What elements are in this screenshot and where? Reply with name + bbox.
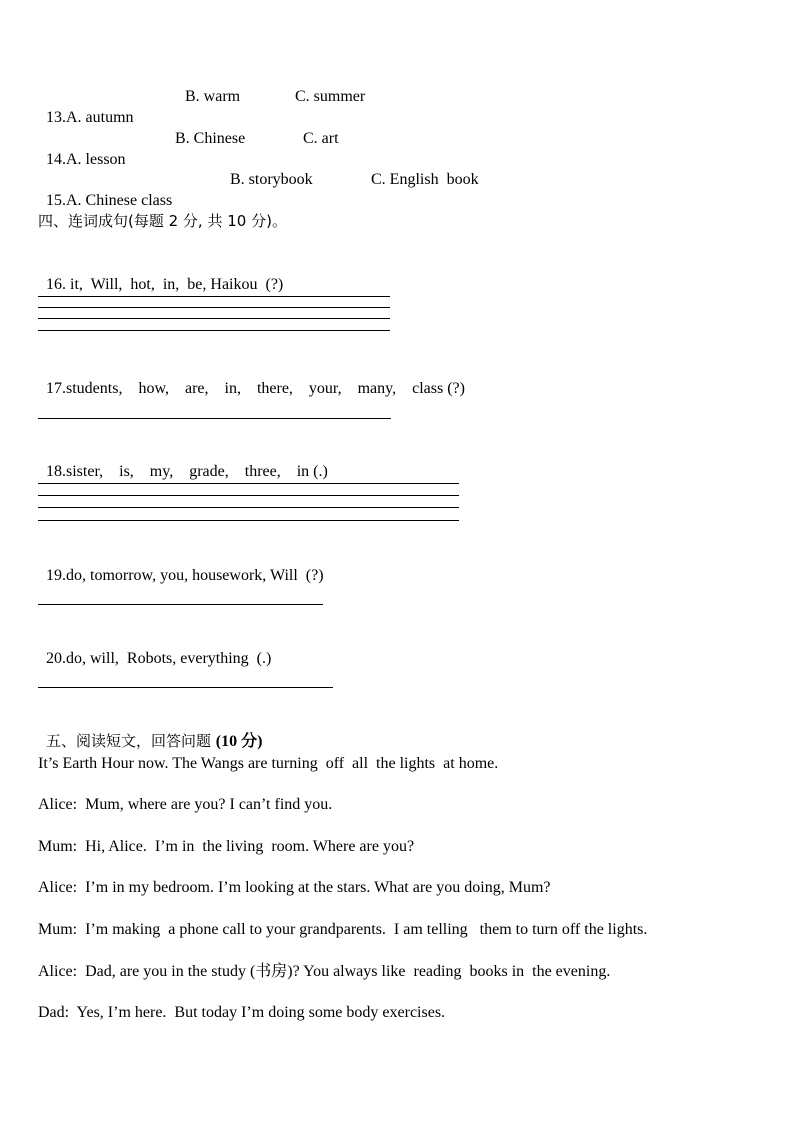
answer-line: [38, 483, 459, 484]
question-15: [38, 171, 172, 211]
question-14: [38, 130, 126, 170]
option-a: A. autumn: [66, 109, 134, 126]
question-text: it, Will, hot, in, be, Haikou (?): [66, 276, 284, 293]
question-text: students, how, are, in, there, your, many, class (?): [66, 380, 465, 397]
question-number: 19.: [46, 567, 66, 584]
passage-line: Alice: Dad, are you in the study (书房)? You always like reading books in the evening.: [38, 963, 611, 980]
question-number: 14.: [46, 151, 66, 168]
passage-line: Mum: I’m making a phone call to your grandparents. I am telling them to turn off the lights.: [38, 921, 648, 938]
answer-line: [38, 507, 459, 508]
question-16: [38, 255, 283, 295]
passage-line: Alice: I’m in my bedroom. I’m looking at the stars. What are you doing, Mum?: [38, 879, 551, 896]
question-text: do, tomorrow, you, housework, Will (?): [66, 567, 324, 584]
passage-line: Dad: Yes, I’m here. But today I’m doing some body exercises.: [38, 1004, 446, 1021]
question-number: 17.: [46, 380, 66, 397]
answer-line: [38, 604, 323, 605]
option-c: C. summer: [295, 88, 366, 105]
answer-line: [38, 318, 390, 319]
question-text: do, will, Robots, everything (.): [66, 650, 272, 667]
question-17: [38, 359, 465, 399]
question-13: [38, 88, 134, 128]
passage-line: Alice: Mum, where are you? I can’t find you.: [38, 796, 333, 813]
question-text: sister, is, my, grade, three, in (.): [66, 463, 328, 480]
section-4-heading: 四、连词成句(每题 2 分, 共 10 分)。: [38, 212, 287, 230]
answer-line: [38, 520, 459, 521]
question-number: 20.: [46, 650, 66, 667]
question-number: 13.: [46, 109, 66, 126]
answer-line: [38, 330, 390, 331]
question-19: [38, 546, 324, 586]
section-5-heading: [38, 711, 262, 752]
question-number: 16.: [46, 276, 66, 293]
question-number: 15.: [46, 192, 66, 209]
answer-line: [38, 687, 333, 688]
answer-line: [38, 307, 390, 308]
question-20: [38, 629, 271, 669]
option-a: A. lesson: [66, 151, 126, 168]
question-number: 18.: [46, 463, 66, 480]
question-18: [38, 442, 328, 482]
option-c: C. art: [303, 130, 339, 147]
passage-line: It’s Earth Hour now. The Wangs are turning off all the lights at home.: [38, 755, 499, 772]
option-b: B. warm: [185, 88, 241, 105]
answer-line: [38, 418, 391, 419]
option-a: A. Chinese class: [66, 192, 173, 209]
passage-line: Mum: Hi, Alice. I’m in the living room. Where are you?: [38, 838, 415, 855]
answer-line: [38, 495, 459, 496]
option-b: B. storybook: [230, 171, 313, 188]
option-b: B. Chinese: [175, 130, 246, 147]
section-5-title: 五、阅读短文，回答问题: [46, 732, 216, 750]
answer-line: [38, 296, 390, 297]
section-5-score: (10 分): [215, 733, 263, 750]
option-c: C. English book: [371, 171, 479, 188]
